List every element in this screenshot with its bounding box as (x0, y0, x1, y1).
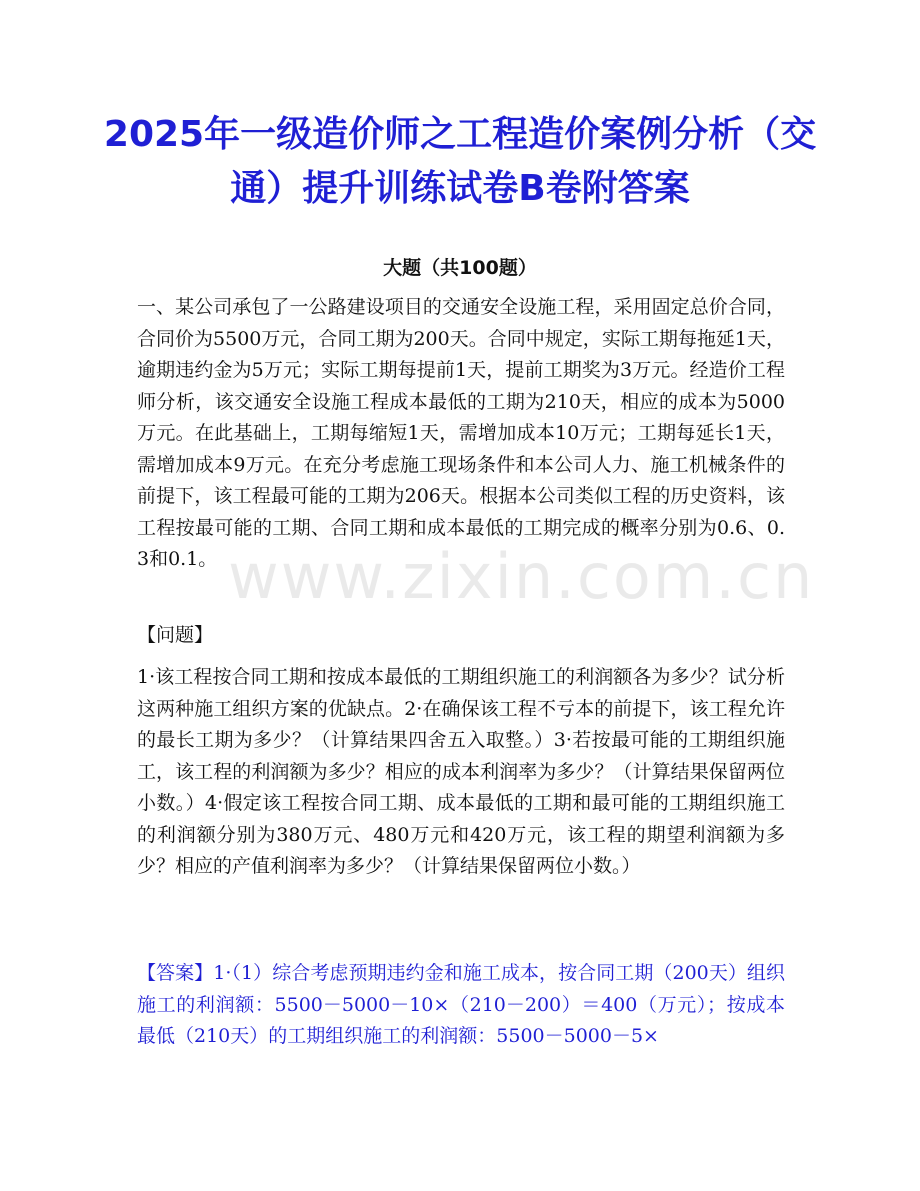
section-heading: 大题（共100题） (383, 257, 537, 279)
answer-text: 【答案】1·（1）综合考虑预期违约金和施工成本，按合同工期（200天）组织施工的利润额：5500－5000－10×（210－200）＝400（万元）；按成本最低（210天）的工期组织施工的利润额：5500－5000－5× (137, 962, 785, 1047)
question-intro: 一、某公司承包了一公路建设项目的交通安全设施工程，采用固定总价合同，合同价为5500万元，合同工期为200天。合同中规定，实际工期每拖延1天，逾期违约金为5万元；实际工期每提前1天，提前工期奖为3万元。经造价工程师分析，该交通安全设施工程成本最低的工期为210天，相应的成本为5000万元。在此基础上，工期每缩短1天，需增加成本10万元；工期每延长1天，需增加成本9万元。在充分考虑施工现场条件和本公司人力、施工机械条件的前提下，该工程最可能的工期为206天。根据本公司类似工程的历史资料，该工程按最可能的工期、合同工期和成本最低的工期完成的概率分别为0.6、0.3和0.1。 (137, 296, 785, 570)
document-title: 2025年一级造价师之工程造价案例分析（交通）提升训练试卷B卷附答案 (103, 114, 817, 209)
watermark: www.zixin.com.cn (228, 540, 815, 613)
wenti-label: 【问题】 (137, 624, 214, 646)
sub-questions: 1·该工程按合同工期和按成本最低的工期组织施工的利润额各为多少？试分析这两种施工组织方案的优缺点。2·在确保该工程不亏本的前提下，该工程允许的最长工期为多少？（计算结果四舍五入取整。）3·若按最可能的工期组织施工，该工程的利润额为多少？相应的成本利润率为多少？（计算结果保留两位小数。）4·假定该工程按合同工期、成本最低的工期和最可能的工期组织施工的利润额分别为380万元、480万元和420万元，该工程的期望利润额为多少？相应的产值利润率为多少？（计算结果保留两位小数。） (137, 666, 785, 877)
